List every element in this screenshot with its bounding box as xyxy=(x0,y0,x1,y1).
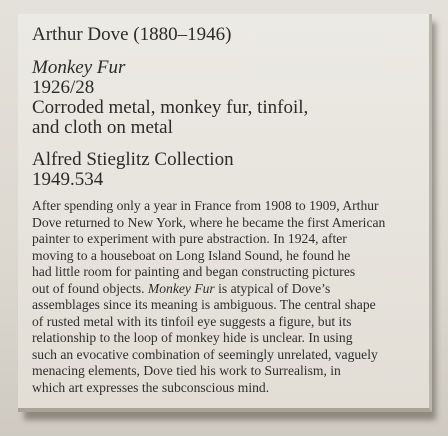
text-run: relationship to the loop of monkey hide is unclear. In using xyxy=(32,330,353,345)
artwork-date: 1926/28 xyxy=(32,77,95,98)
description-line xyxy=(32,215,427,232)
artwork-title: Monkey Fur xyxy=(32,57,126,78)
text-run: had little room for painting and began constructing pictures xyxy=(32,264,356,279)
italic-title: Monkey Fur xyxy=(147,280,215,296)
text-run: out of found objects. xyxy=(32,280,148,296)
museum-wall-label xyxy=(18,14,432,412)
description-line xyxy=(32,297,427,314)
text-run: menacing elements, Dove tied his work to Surrealism, in xyxy=(32,363,341,378)
text-run: painter to experiment with pure abstraction. In 1924, after xyxy=(32,231,347,246)
description-line xyxy=(32,248,427,265)
medium-line: Corroded metal, monkey fur, tinfoil, xyxy=(32,97,309,118)
accession-number: 1949.534 xyxy=(32,169,104,190)
description-line xyxy=(32,363,427,380)
text-run: moving to a houseboat on Long Island Sound, he found he xyxy=(32,247,351,263)
text-run: assemblages since its meaning is ambiguous. The central shape xyxy=(32,297,376,312)
artwork-description xyxy=(32,198,427,396)
medium-line: and cloth on metal xyxy=(32,117,173,138)
description-line xyxy=(32,198,427,215)
text-run: of rusted metal with its tinfoil eye suggests a figure, but its xyxy=(32,313,352,329)
text-run: which art expresses the subconscious mind. xyxy=(32,379,270,395)
description-line xyxy=(32,347,427,364)
artist-name: Arthur Dove (1880–1946) xyxy=(32,24,232,45)
text-run: After spending only a year in France from 1908 to 1909, Arthur xyxy=(32,198,379,213)
description-line xyxy=(32,231,427,248)
description-line xyxy=(32,380,427,397)
description-line xyxy=(32,314,427,331)
credit-line xyxy=(32,150,234,190)
text-run: such an evocative combination of seemingly unrelated, vaguely xyxy=(32,346,378,362)
text-run: is atypical of Dove’s xyxy=(214,280,331,296)
collection-name: Alfred Stieglitz Collection xyxy=(32,149,234,170)
artwork-medium xyxy=(32,98,412,138)
description-line xyxy=(32,264,427,281)
description-line xyxy=(32,281,427,298)
description-line xyxy=(32,330,427,347)
text-run: Dove returned to New York, where he became the first American xyxy=(32,214,386,230)
